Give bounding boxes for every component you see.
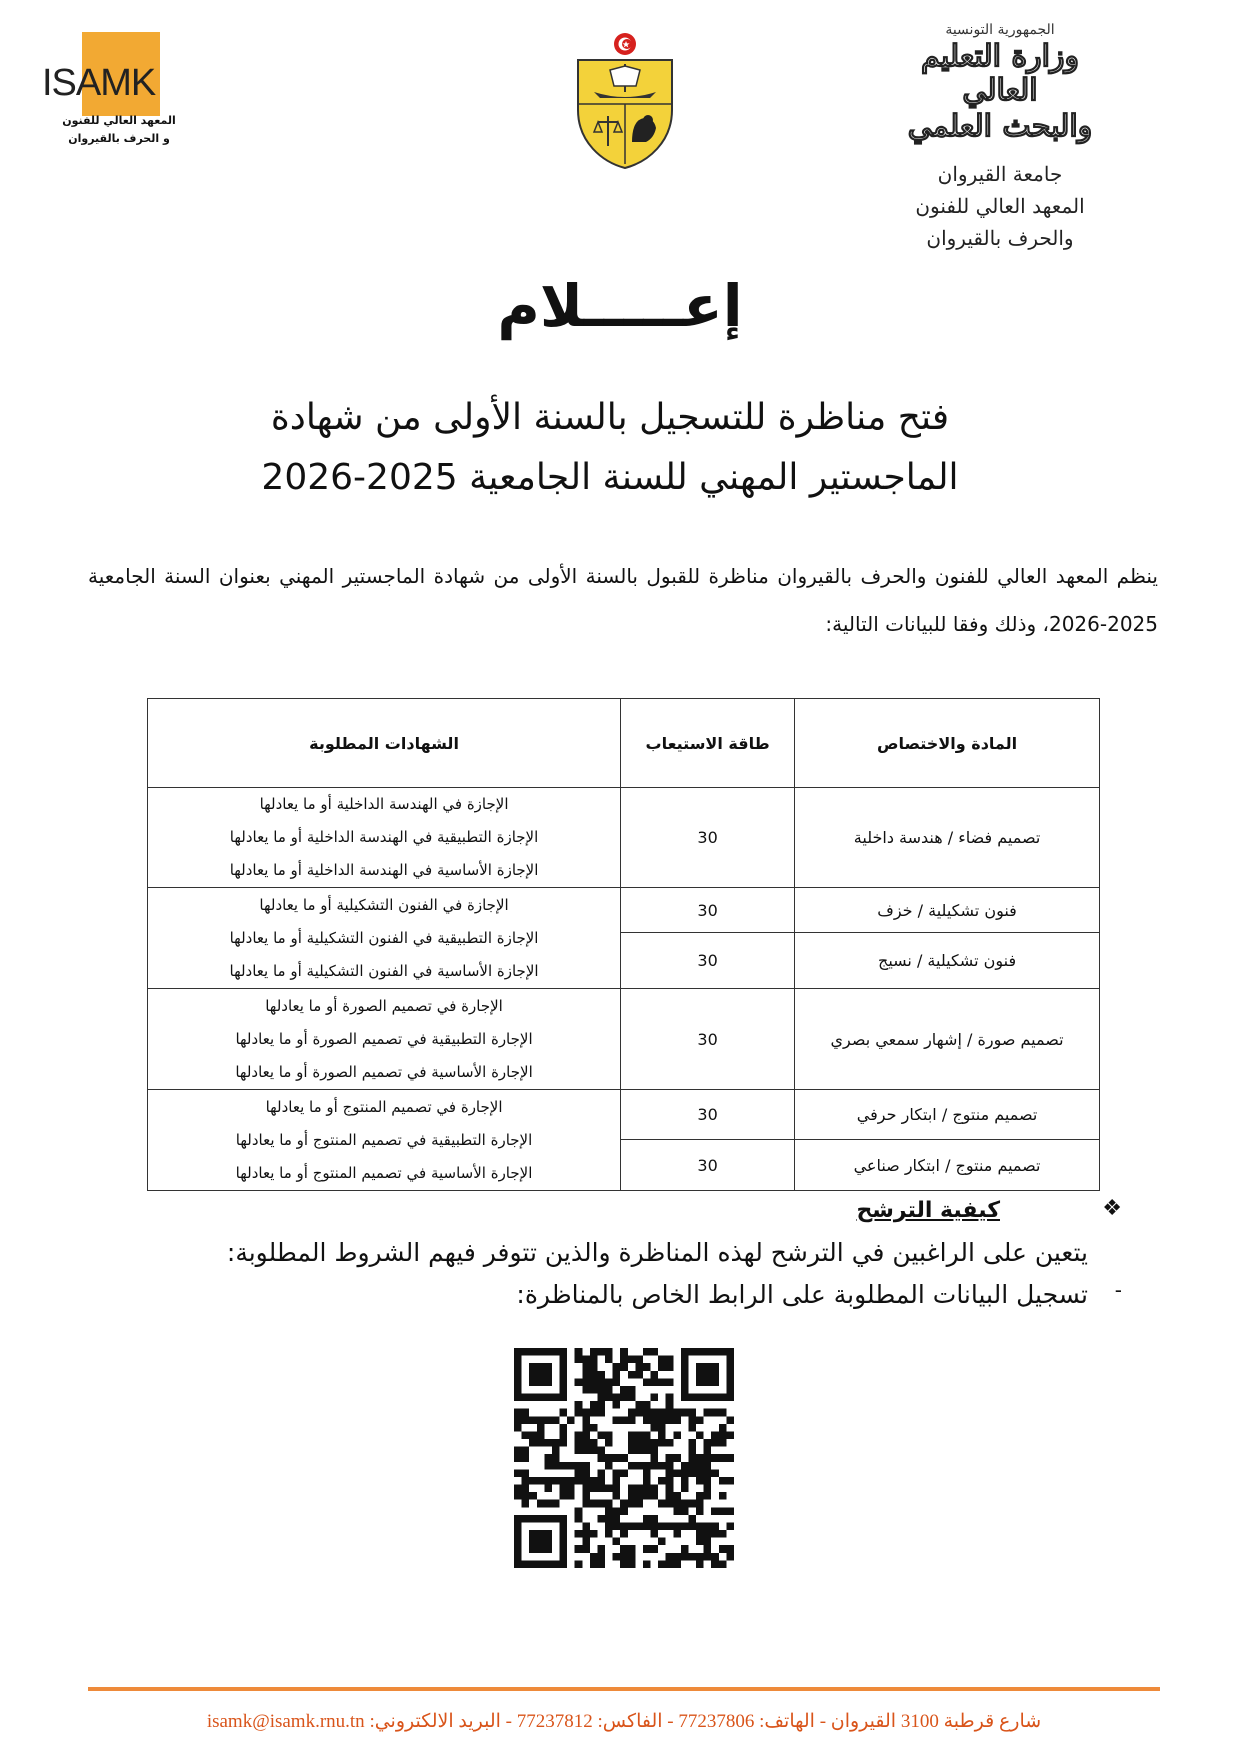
institute-line2: والحرف بالقيروان	[926, 226, 1074, 250]
notice-subtitle	[240, 388, 980, 508]
certificates-cell	[148, 989, 621, 1090]
certificates-cell	[148, 1090, 621, 1191]
logo-name: ISAMK	[42, 62, 156, 104]
header-subject: المادة والاختصاص	[795, 699, 1100, 788]
capacity-cell: 30	[621, 1090, 795, 1140]
subject-cell: تصميم فضاء / هندسة داخلية	[795, 788, 1100, 888]
certificate-line: الإجارة التطبيقية في تصميم الصورة أو ما يعادلها	[235, 1029, 533, 1048]
candidacy-line1: يتعين على الراغبين في الترشح لهذه المناظرة والذين تتوفر فيهم الشروط المطلوبة:	[226, 1238, 1088, 1267]
certificate-line: الإجازة التطبيقية في الهندسة الداخلية أو ما يعادلها	[229, 828, 539, 846]
logo-arabic-line1: المعهد العالي للفنون	[62, 114, 176, 127]
footer-divider	[88, 1687, 1160, 1691]
certificates-cell	[148, 788, 621, 888]
qr-code-icon[interactable]	[514, 1348, 734, 1568]
certificate-line: الإجارة الأساسية في تصميم الصورة أو ما يعادلها	[235, 1062, 533, 1081]
certificate-line: الإجازة في الهندسة الداخلية أو ما يعادلها	[259, 795, 509, 813]
subject-cell: فنون تشكيلية / نسيج	[795, 933, 1100, 989]
subtitle-line1: فتح مناظرة للتسجيل بالسنة الأولى من شهادة	[270, 397, 950, 438]
certificate-line: الإجازة الأساسية في الفنون التشكيلية أو ما يعادلها	[229, 961, 539, 980]
republic-name: الجمهورية التونسية	[945, 22, 1055, 38]
certificate-line: الإجازة في الفنون التشكيلية أو ما يعادلها	[259, 895, 509, 914]
ministry-header	[890, 22, 1110, 254]
table-row	[148, 888, 1100, 933]
intro-paragraph: ينظم المعهد العالي للفنون والحرف بالقيروان مناظرة للقبول بالسنة الأولى من شهادة الماجستير المهني بعنوان السنة الجامعية 2025-2026، وذلك وفقا للبيانات التالية:	[88, 564, 1158, 636]
table-row	[148, 989, 1100, 1090]
list-dash: -	[1114, 1278, 1122, 1302]
candidacy-heading: كيفية الترشح	[856, 1198, 1000, 1223]
certificate-line: الإجارة الأساسية في تصميم المنتوج أو ما يعادلها	[235, 1163, 533, 1182]
ministry-line1: وزارة التعليم العالي	[921, 39, 1079, 108]
capacity-cell: 30	[621, 788, 795, 888]
subject-cell: فنون تشكيلية / خزف	[795, 888, 1100, 933]
capacity-cell: 30	[621, 1140, 795, 1191]
programs-table	[147, 698, 1100, 1191]
certificate-line: الإجازة الأساسية في الهندسة الداخلية أو ما يعادلها	[229, 861, 539, 879]
certificate-line: الإجازة التطبيقية في الفنون التشكيلية أو ما يعادلها	[229, 928, 539, 947]
candidacy-line2: تسجيل البيانات المطلوبة على الرابط الخاص بالمناظرة:	[516, 1280, 1088, 1309]
isamk-logo	[38, 28, 188, 158]
candidacy-text	[188, 1232, 1088, 1316]
certificate-line: الإجارة في تصميم الصورة أو ما يعادلها	[265, 996, 503, 1015]
table-header-row	[148, 699, 1100, 788]
table-row	[148, 788, 1100, 888]
university-name	[890, 158, 1110, 254]
certificate-line: الإجارة في تصميم المنتوج أو ما يعادلها	[265, 1097, 503, 1116]
footer-contact: شارع قرطبة 3100 القيروان - الهاتف: 77237806 - الفاكس: 77237812 - البريد الالكتروني: isamk@isamk.rnu.tn	[206, 1711, 1042, 1732]
header-certificates: الشهادات المطلوبة	[148, 699, 621, 788]
capacity-cell: 30	[621, 989, 795, 1090]
subtitle-line2: الماجستير المهني للسنة الجامعية 2025-2026	[261, 457, 959, 498]
table-row	[148, 1090, 1100, 1140]
ministry-line2: والبحث العلمي	[907, 109, 1093, 144]
university-line: جامعة القيروان	[937, 162, 1063, 186]
capacity-cell: 30	[621, 888, 795, 933]
subject-cell: تصميم صورة / إشهار سمعي بصري	[795, 989, 1100, 1090]
tunisia-coat-of-arms-icon	[570, 30, 680, 170]
subject-cell: تصميم منتوج / ابتكار حرفي	[795, 1090, 1100, 1140]
notice-title: إعـــــلام	[497, 272, 743, 340]
logo-arabic-line2: و الحرف بالقيروان	[68, 132, 170, 145]
certificate-line: الإجارة التطبيقية في تصميم المنتوج أو ما يعادلها	[235, 1130, 533, 1149]
capacity-cell: 30	[621, 933, 795, 989]
institute-line1: المعهد العالي للفنون	[915, 194, 1085, 218]
subject-cell: تصميم منتوج / ابتكار صناعي	[795, 1140, 1100, 1191]
header-capacity: طاقة الاستيعاب	[621, 699, 795, 788]
certificates-cell	[148, 888, 621, 989]
diamond-bullet-icon: ❖	[1102, 1196, 1122, 1221]
